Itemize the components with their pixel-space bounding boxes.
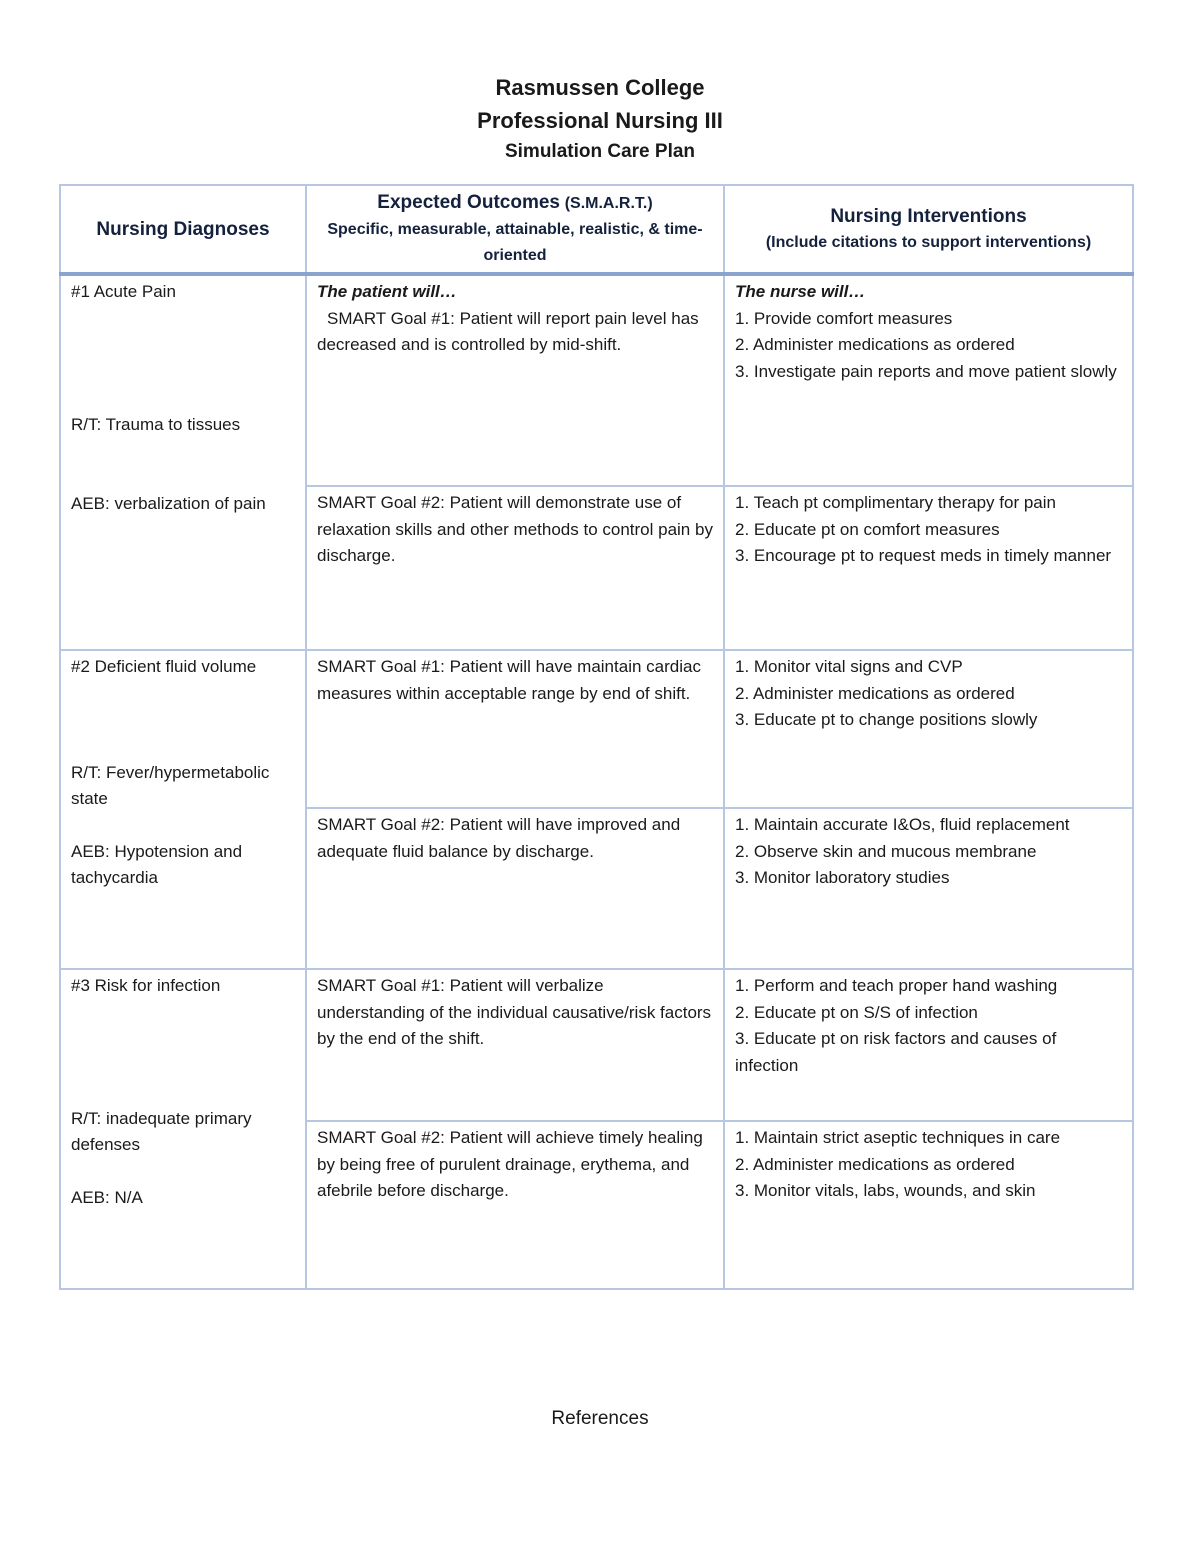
intervention-item: 1. Provide comfort measures bbox=[735, 308, 953, 328]
outcome-cell bbox=[306, 969, 724, 1121]
college-name: Rasmussen College bbox=[495, 75, 705, 100]
intervention-item: 2. Educate pt on S/S of infection bbox=[735, 1002, 978, 1022]
table-row bbox=[60, 274, 1133, 486]
diagnosis-evidenced-by: AEB: N/A bbox=[71, 1187, 143, 1207]
intervention-item: 1. Perform and teach proper hand washing bbox=[735, 976, 1058, 995]
outcomes-header-smart: (S.M.A.R.T.) bbox=[564, 195, 653, 212]
intervention-item: 3. Educate pt to change positions slowly bbox=[735, 710, 1038, 729]
table-row bbox=[60, 969, 1133, 1121]
column-header-outcomes bbox=[306, 185, 724, 274]
outcome-cell bbox=[306, 1121, 724, 1289]
diagnosis-evidenced-by: AEB: Hypotension and tachycardia bbox=[71, 841, 243, 887]
intervention-cell bbox=[724, 650, 1133, 808]
diagnosis-cell-1 bbox=[60, 274, 306, 650]
outcome-cell bbox=[306, 274, 724, 486]
intervention-cell bbox=[724, 274, 1133, 486]
intervention-item: 1. Maintain accurate I&Os, fluid replacement bbox=[735, 815, 1070, 834]
intervention-cell bbox=[724, 969, 1133, 1121]
outcome-cell bbox=[306, 486, 724, 650]
document-title: Simulation Care Plan bbox=[504, 141, 696, 162]
column-header-interventions bbox=[724, 185, 1133, 274]
diagnosis-name: #2 Deficient fluid volume bbox=[71, 657, 257, 676]
intervention-item: 1. Teach pt complimentary therapy for pain bbox=[735, 493, 1056, 512]
table-row bbox=[60, 650, 1133, 808]
outcomes-header-label: Expected Outcomes bbox=[377, 192, 560, 213]
outcome-cell bbox=[306, 650, 724, 808]
interventions-header-sub: (Include citations to support interventions) bbox=[765, 233, 1092, 251]
diagnosis-related-to: R/T: Trauma to tissues bbox=[71, 414, 241, 434]
intervention-item: 1. Monitor vital signs and CVP bbox=[735, 657, 963, 676]
intervention-cell bbox=[724, 486, 1133, 650]
diagnosis-name: #1 Acute Pain bbox=[71, 282, 176, 301]
intervention-item: 2. Administer medications as ordered bbox=[735, 683, 1015, 703]
smart-goal: SMART Goal #2: Patient will achieve timely healing by being free of purulent drainage, erythema, and afebrile before discharge. bbox=[317, 1128, 703, 1200]
intervention-item: 3. Encourage pt to request meds in timely manner bbox=[735, 546, 1112, 565]
diagnosis-related-to: R/T: Fever/hypermetabolic state bbox=[71, 762, 270, 808]
intervention-item: 1. Maintain strict aseptic techniques in care bbox=[735, 1128, 1061, 1147]
outcome-intro: The patient will… bbox=[317, 282, 457, 301]
column-header-diagnoses bbox=[60, 185, 306, 274]
smart-goal: SMART Goal #2: Patient will demonstrate use of relaxation skills and other methods to control pain by discharge. bbox=[317, 493, 713, 565]
smart-goal: SMART Goal #1: Patient will have maintain cardiac measures within acceptable range by end of shift. bbox=[317, 657, 701, 703]
intervention-item: 3. Monitor laboratory studies bbox=[735, 868, 950, 887]
smart-goal: SMART Goal #1: Patient will verbalize understanding of the individual causative/risk factors by the end of the shift. bbox=[317, 976, 712, 1048]
intervention-item: 3. Educate pt on risk factors and causes of infection bbox=[735, 1029, 1057, 1075]
diagnosis-cell-3 bbox=[60, 969, 306, 1289]
intervention-item: 3. Monitor vitals, labs, wounds, and skin bbox=[735, 1181, 1036, 1200]
outcomes-header-sub: Specific, measurable, attainable, realistic, & time-oriented bbox=[327, 221, 703, 264]
diagnosis-related-to: R/T: inadequate primary defenses bbox=[71, 1108, 252, 1154]
course-name: Professional Nursing III bbox=[477, 108, 723, 133]
outcome-cell bbox=[306, 808, 724, 969]
intervention-intro: The nurse will… bbox=[735, 282, 866, 301]
diagnoses-header-label: Nursing Diagnoses bbox=[96, 218, 270, 240]
care-plan-table bbox=[59, 184, 1134, 1290]
intervention-item: 2. Administer medications as ordered bbox=[735, 1154, 1015, 1174]
smart-goal: SMART Goal #2: Patient will have improved and adequate fluid balance by discharge. bbox=[317, 815, 681, 861]
intervention-cell bbox=[724, 1121, 1133, 1289]
intervention-item: 2. Administer medications as ordered bbox=[735, 335, 1015, 354]
table-header-row bbox=[60, 185, 1133, 274]
interventions-header-label: Nursing Interventions bbox=[830, 205, 1027, 227]
intervention-item: 3. Investigate pain reports and move patient slowly bbox=[735, 361, 1117, 381]
diagnosis-cell-2 bbox=[60, 650, 306, 969]
smart-goal: SMART Goal #1: Patient will report pain level has decreased and is controlled by mid-shift. bbox=[317, 308, 699, 354]
diagnosis-evidenced-by: AEB: verbalization of pain bbox=[71, 494, 266, 513]
intervention-cell bbox=[724, 808, 1133, 969]
intervention-item: 2. Observe skin and mucous membrane bbox=[735, 841, 1037, 861]
references-heading: References bbox=[551, 1408, 649, 1429]
intervention-item: 2. Educate pt on comfort measures bbox=[735, 519, 1000, 539]
diagnosis-name: #3 Risk for infection bbox=[71, 976, 221, 995]
